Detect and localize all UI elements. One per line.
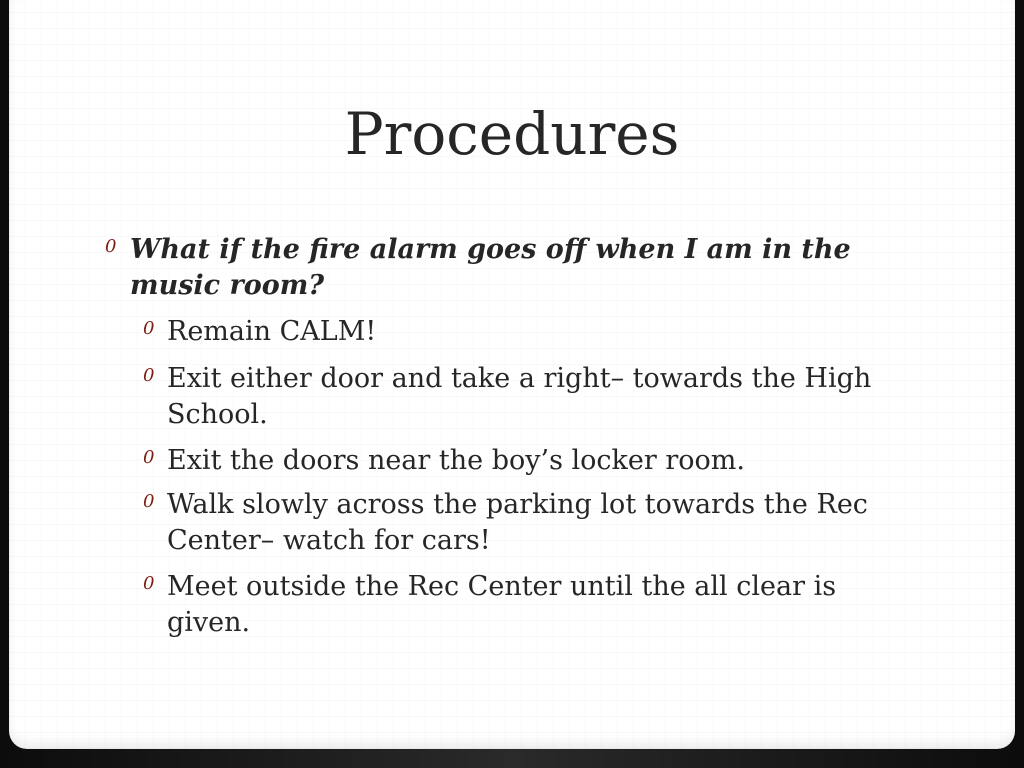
bullet-marker-icon: 0 bbox=[143, 573, 155, 594]
subbullet-exit-either-door bbox=[143, 361, 927, 433]
subbullet-text: Remain CALM! bbox=[167, 316, 377, 347]
bullet-marker-icon: 0 bbox=[143, 491, 155, 512]
subbullet-meet-outside bbox=[143, 569, 927, 641]
subbullet-text: Exit either door and take a right– towards the High School. bbox=[167, 363, 872, 430]
bullet-marker-icon: 0 bbox=[143, 365, 155, 386]
bullet-question bbox=[105, 232, 870, 304]
subbullet-remain-calm bbox=[143, 314, 927, 350]
bullet-marker-icon: 0 bbox=[143, 447, 155, 468]
subbullet-text: Exit the doors near the boy’s locker room. bbox=[167, 445, 745, 476]
subbullet-text: Meet outside the Rec Center until the all clear is given. bbox=[167, 571, 837, 638]
slide-title: Procedures bbox=[344, 100, 680, 168]
bullet-marker-icon: 0 bbox=[143, 318, 155, 339]
subbullet-exit-locker-room bbox=[143, 443, 927, 479]
subbullet-walk-slowly bbox=[143, 487, 927, 559]
subbullet-text: Walk slowly across the parking lot towards the Rec Center– watch for cars! bbox=[167, 489, 868, 556]
bullet-marker-icon: 0 bbox=[105, 236, 117, 257]
bullet-text: What if the fire alarm goes off when I am in the music room? bbox=[130, 234, 851, 301]
